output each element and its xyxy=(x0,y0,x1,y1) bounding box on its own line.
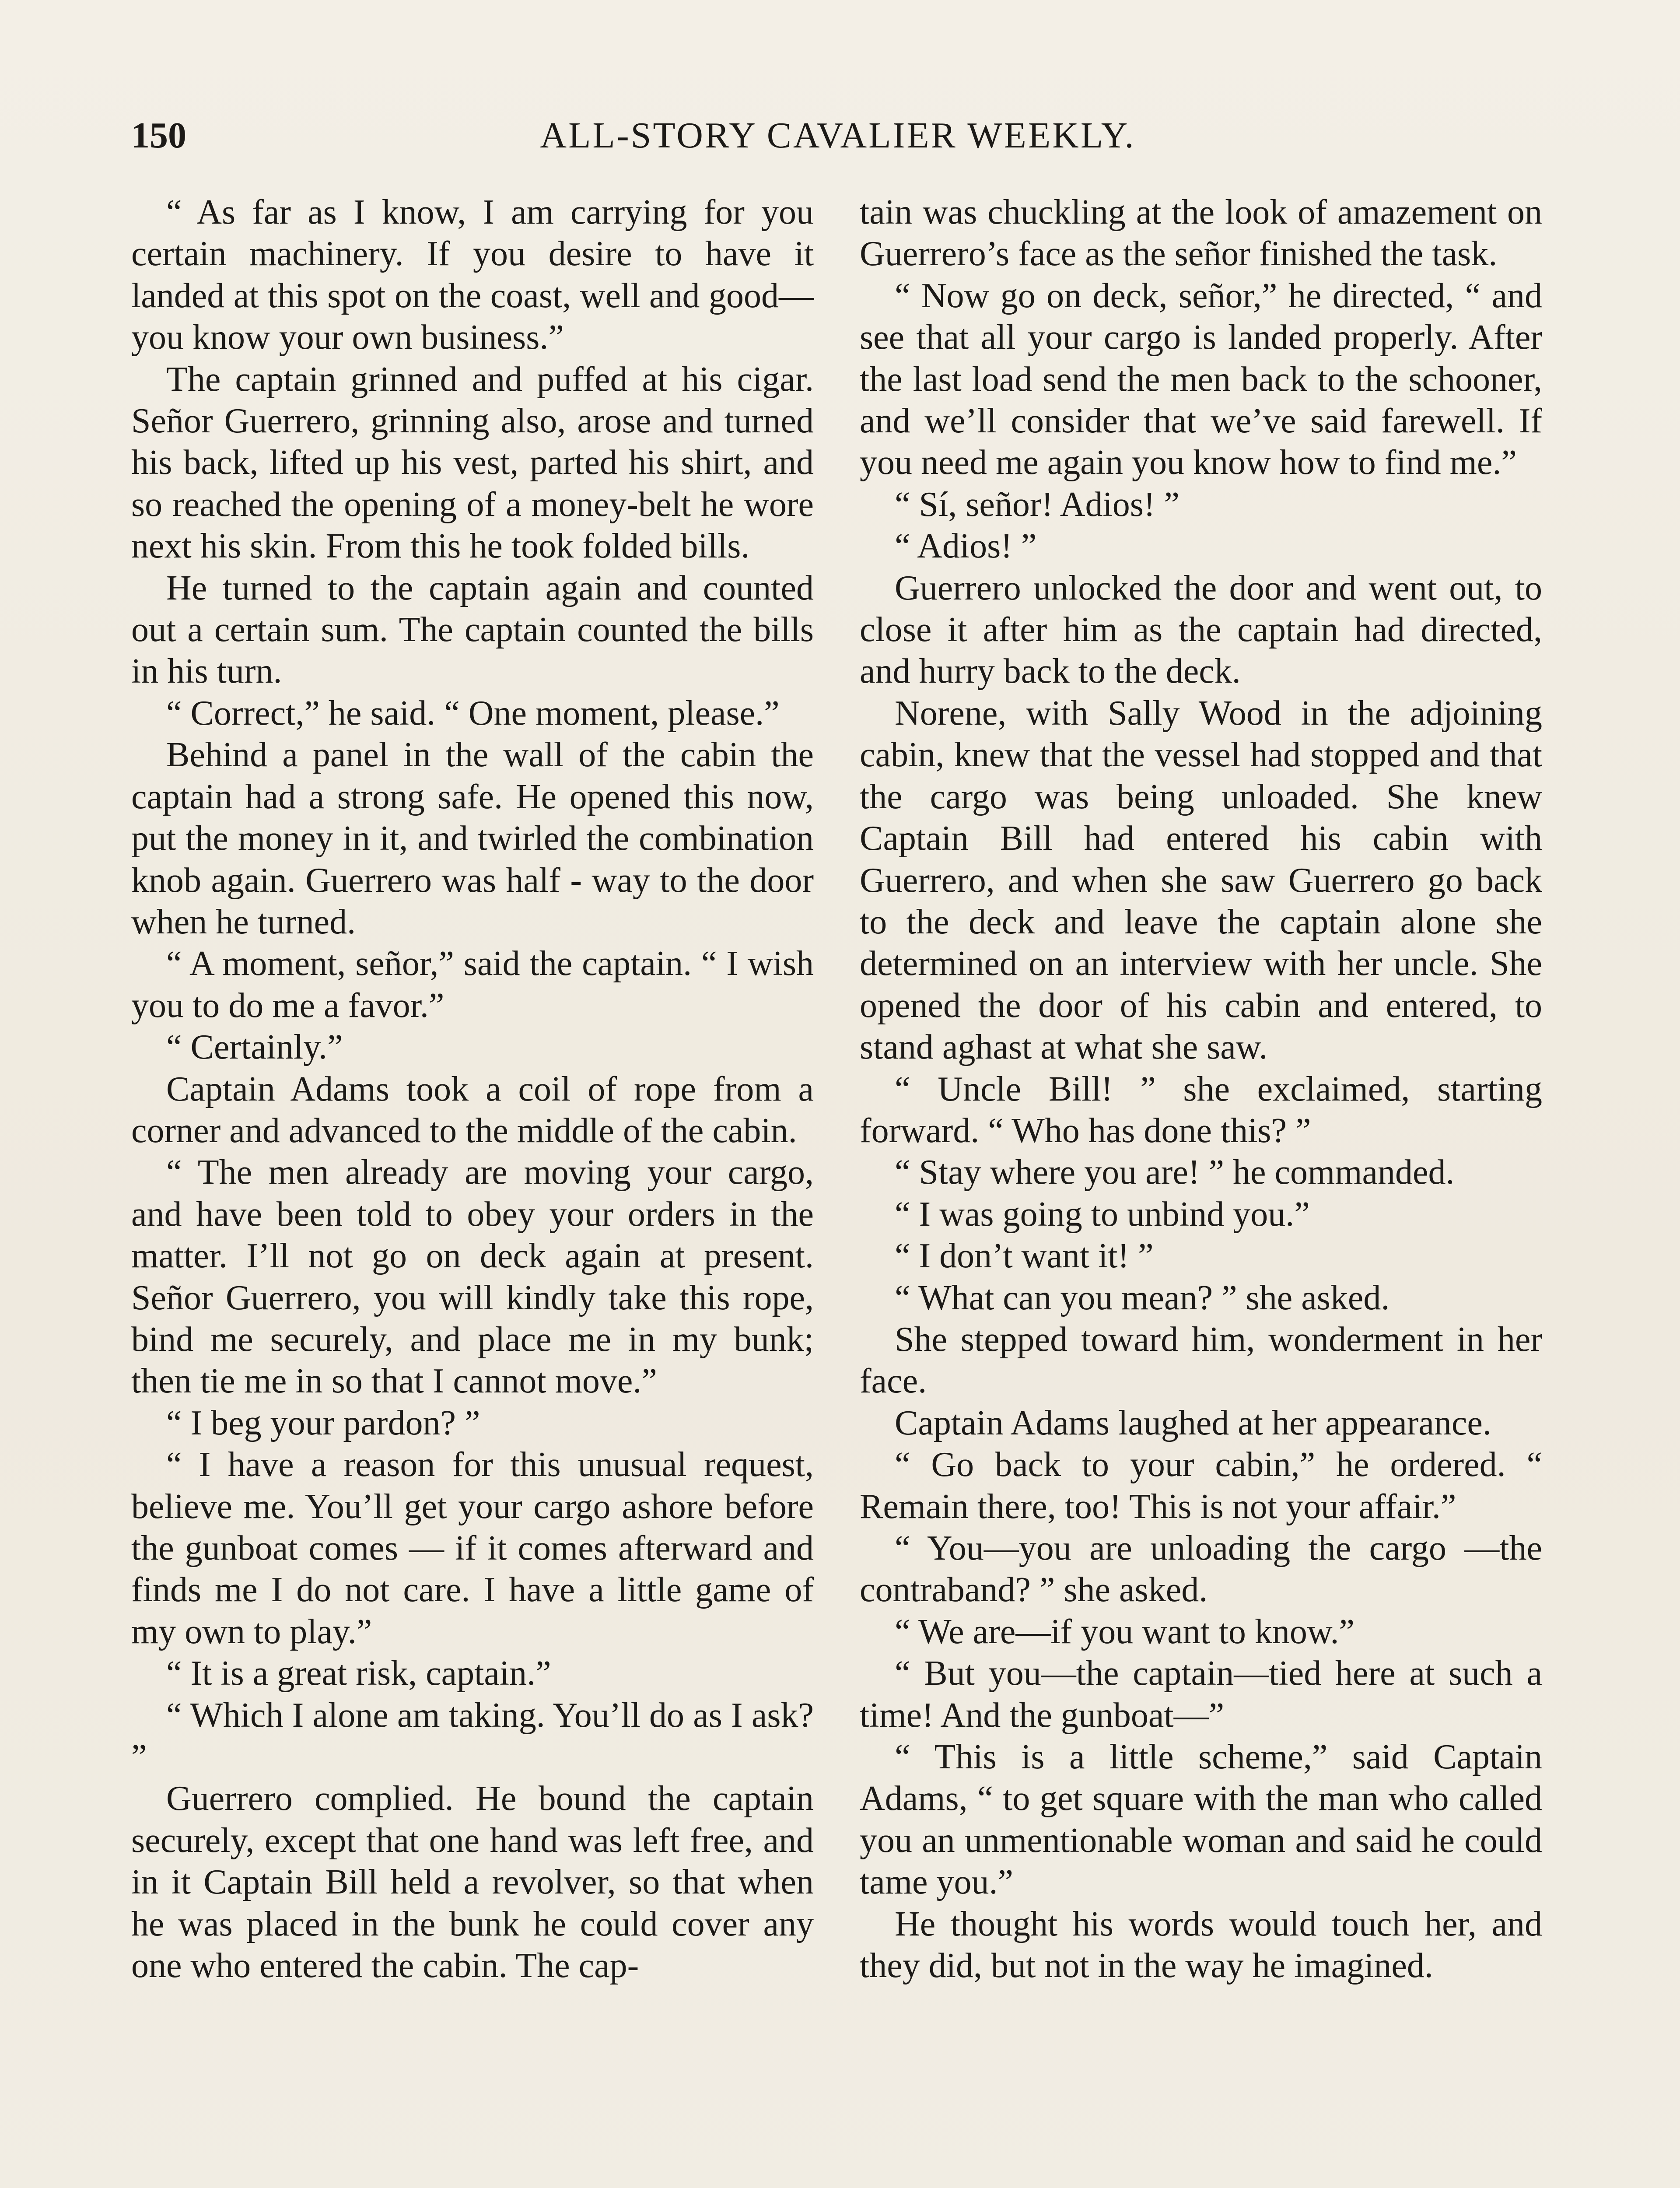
paragraph: “ Uncle Bill! ” she exclaimed, starting forward. “ Who has done this? ” xyxy=(860,1069,1542,1150)
paragraph: “ Certainly.” xyxy=(166,1028,343,1067)
paragraph: “ Sí, señor! Adios! ” xyxy=(895,485,1180,524)
paragraph: Guerrero unlocked the door and went out, to close it after him as the captain had directed, and hurry back to the deck. xyxy=(860,568,1542,691)
page-header xyxy=(131,105,1544,166)
paragraph: “ This is a little scheme,” said Captain Adams, “ to get square with the man who called you an unmentionable woman and said he could tame you.” xyxy=(860,1738,1542,1902)
paragraph: “ What can you mean? ” she asked. xyxy=(895,1278,1390,1317)
paragraph: She stepped toward him, wonderment in her face. xyxy=(860,1320,1542,1401)
paragraph: “ Stay where you are! ” he commanded. xyxy=(895,1153,1455,1192)
paragraph: “ Correct,” he said. “ One moment, please.” xyxy=(166,694,780,733)
paragraph: He turned to the captain again and counted out a certain sum. The captain counted the bills in his turn. xyxy=(131,568,814,691)
paragraph: “ But you—the captain—tied here at such a time! And the gunboat—” xyxy=(860,1654,1542,1735)
paragraph: “ Now go on deck, señor,” he directed, “ and see that all your cargo is landed properly. After the last load send the men back to the schooner, and we’ll consider that we’ve said farewell. If you need me again you know how to find me.” xyxy=(860,276,1542,482)
paragraph: Behind a panel in the wall of the cabin the captain had a strong safe. He opened this now, put the money in it, and twirled the combination knob again. Guerrero was half - way to the door when he turned. xyxy=(131,736,814,941)
paragraph: Captain Adams laughed at her appearance. xyxy=(895,1403,1491,1442)
paragraph: “ Adios! ” xyxy=(895,527,1037,566)
paragraph: “ A moment, señor,” said the captain. “ I wish you to do me a favor.” xyxy=(131,944,814,1025)
paragraph: “ Go back to your cabin,” he ordered. “ Remain there, too! This is not your affair.” xyxy=(860,1445,1542,1526)
paragraph: Guerrero complied. He bound the captain securely, except that one hand was left free, and in it Captain Bill held a revolver, so that when he was placed in the bunk he could cover any one who entered the cabin. The cap- xyxy=(131,1779,814,1985)
paragraph: Captain Adams took a coil of rope from a corner and advanced to the middle of the cabin. xyxy=(131,1069,814,1150)
paragraph: “ Which I alone am taking. You’ll do as I ask? ” xyxy=(131,1696,814,1777)
paragraph: “ I don’t want it! ” xyxy=(895,1237,1154,1276)
paragraph: “ I was going to unbind you.” xyxy=(895,1195,1310,1234)
running-title: ALL-STORY CAVALIER WEEKLY. xyxy=(540,115,1136,156)
paragraph: “ I beg your pardon? ” xyxy=(166,1403,480,1442)
left-column xyxy=(131,192,814,1987)
paragraph: “ It is a great risk, captain.” xyxy=(166,1654,551,1693)
paragraph: “ The men already are moving your cargo, and have been told to obey your orders in the matter. I’ll not go on deck again at present. Señor Guerrero, you will kindly take this rope, bind me securely, and place me in my bunk; then tie me in so that I cannot move.” xyxy=(131,1153,814,1401)
paragraph: “ I have a reason for this unusual request, believe me. You’ll get your cargo ashore before the gunboat comes — if it comes afterward and finds me I do not care. I have a little game of my own to play.” xyxy=(131,1445,814,1651)
paragraph: The captain grinned and puffed at his cigar. Señor Guerrero, grinning also, arose and turned his back, lifted up his vest, parted his shirt, and so reached the opening of a money-belt he wore next his skin. From this he took folded bills. xyxy=(131,360,814,566)
paragraph: “ As far as I know, I am carrying for you certain machinery. If you desire to have it landed at this spot on the coast, well and good—you know your own business.” xyxy=(131,193,814,357)
paragraph: “ We are—if you want to know.” xyxy=(895,1612,1355,1651)
paragraph-continued: tain was chuckling at the look of amazement on Guerrero’s face as the señor finished the task. xyxy=(860,193,1542,274)
paragraph: He thought his words would touch her, and they did, but not in the way he imagined. xyxy=(860,1904,1542,1985)
paragraph: Norene, with Sally Wood in the adjoining cabin, knew that the vessel had stopped and that the cargo was being unloaded. She knew Captain Bill had entered his cabin with Guerrero, and when she saw Guerrero go back to the deck and leave the captain alone she determined on an interview with her uncle. She opened the door of his cabin and entered, to stand aghast at what she saw. xyxy=(860,694,1542,1067)
paragraph: “ You—you are unloading the cargo —the contraband? ” she asked. xyxy=(860,1529,1542,1609)
right-column xyxy=(860,192,1542,1987)
page-number: 150 xyxy=(131,115,186,156)
